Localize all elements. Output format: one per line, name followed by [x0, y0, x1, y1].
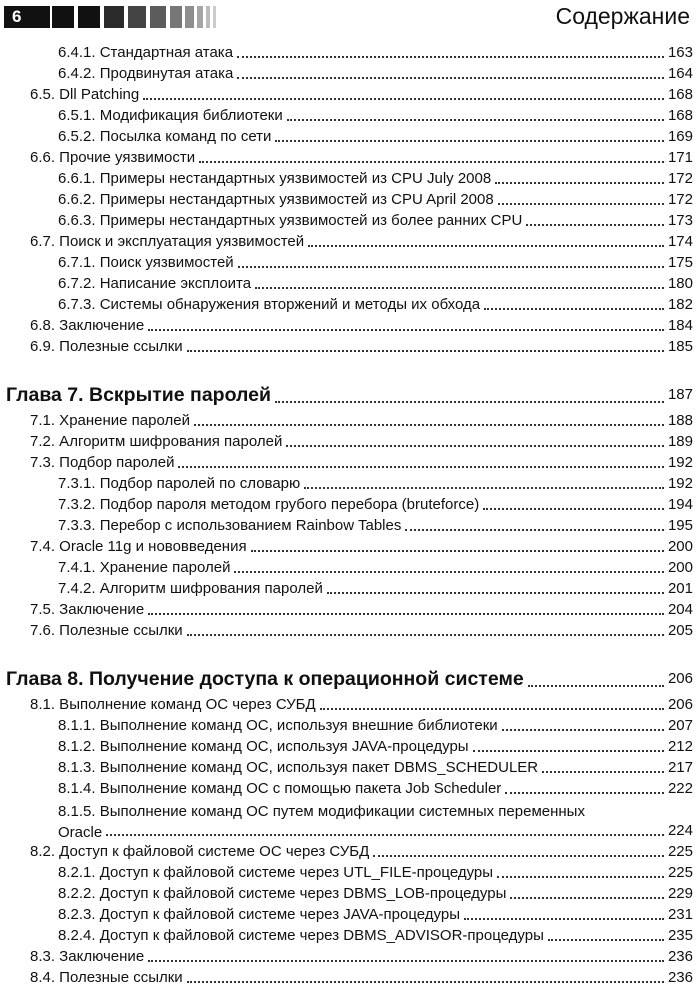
- toc-row[interactable]: [0, 147, 697, 168]
- toc-page-number: 169: [667, 128, 693, 145]
- toc-page-number: 206: [667, 670, 693, 687]
- toc-page-number: 188: [667, 412, 693, 429]
- toc-page-number: 201: [667, 580, 693, 597]
- leader-dots: [148, 329, 664, 331]
- toc-row[interactable]: [0, 431, 697, 452]
- toc-row[interactable]: [0, 578, 697, 599]
- toc-row[interactable]: [0, 883, 697, 904]
- page-header: [0, 0, 697, 38]
- toc-entry-title: 7.4.2. Алгоритм шифрования паролей: [58, 580, 323, 597]
- toc-row[interactable]: [0, 63, 697, 84]
- leader-dots: [178, 466, 663, 468]
- toc-row[interactable]: [0, 799, 697, 841]
- toc-entry-title: 6.6.1. Примеры нестандартных уязвимостей из CPU July 2008: [58, 170, 492, 187]
- leader-dots: [237, 77, 664, 79]
- toc-entry-title: 8.1.2. Выполнение команд ОС, используя JAVA-процедуры: [58, 738, 469, 755]
- section-title: Содержание: [555, 3, 690, 29]
- toc-page-number: 168: [667, 107, 693, 124]
- toc-entry-title: 7.3. Подбор паролей: [30, 454, 175, 471]
- toc-entry-title: 6.7. Поиск и эксплуатация уязвимостей: [30, 233, 305, 250]
- toc-entry-title: 6.7.1. Поиск уязвимостей: [58, 254, 234, 271]
- toc-entry-title: 6.6. Прочие уязвимости: [30, 149, 196, 166]
- leader-dots: [526, 224, 664, 226]
- toc-entry-title: 7.3.1. Подбор паролей по словарю: [58, 475, 301, 492]
- toc-entry-title: 7.4.1. Хранение паролей: [58, 559, 231, 576]
- toc-row[interactable]: [0, 336, 697, 357]
- section-gap: [0, 357, 697, 378]
- toc-entry-title: 6.5.2. Посылка команд по сети: [58, 128, 272, 145]
- toc-page-number: 205: [667, 622, 693, 639]
- toc-page-number: 192: [667, 454, 693, 471]
- toc-entry-title: 6.7.2. Написание эксплоита: [58, 275, 252, 292]
- toc-page-number: 174: [667, 233, 693, 250]
- toc-entry-title: 8.3. Заключение: [30, 948, 145, 965]
- toc-page-number: 187: [667, 386, 693, 403]
- toc-page-number: 168: [667, 86, 693, 103]
- toc-page-number: 182: [667, 296, 693, 313]
- toc-entry-title: 8.1.4. Выполнение команд ОС с помощью пакета Job Scheduler: [58, 780, 502, 797]
- leader-dots: [495, 182, 664, 184]
- toc-page-number: 180: [667, 275, 693, 292]
- toc-page-number: 185: [667, 338, 693, 355]
- toc-row[interactable]: [0, 126, 697, 147]
- leader-dots: [320, 708, 664, 710]
- toc-page-number: 204: [667, 601, 693, 618]
- toc-page-number: 173: [667, 212, 693, 229]
- leader-dots: [234, 571, 663, 573]
- leader-dots: [510, 897, 664, 899]
- leader-dots: [148, 613, 664, 615]
- toc-page-number: 235: [667, 927, 693, 944]
- toc-entry-title: 6.5. Dll Patching: [30, 86, 140, 103]
- toc-entry-title: 6.6.2. Примеры нестандартных уязвимостей из CPU April 2008: [58, 191, 494, 208]
- toc-entry-title: 7.5. Заключение: [30, 601, 145, 618]
- leader-dots: [275, 140, 664, 142]
- toc-row[interactable]: [0, 452, 697, 473]
- leader-dots: [483, 508, 664, 510]
- leader-dots: [187, 350, 664, 352]
- leader-dots: [498, 203, 664, 205]
- leader-dots: [528, 685, 664, 687]
- toc-entry-title: 8.2.2. Доступ к файловой системе через DBMS_LOB-процедуры: [58, 885, 507, 902]
- toc-row[interactable]: [0, 967, 697, 988]
- toc-entry-title: 7.1. Хранение паролей: [30, 412, 190, 429]
- toc-row[interactable]: [0, 946, 697, 967]
- section-gap: [0, 641, 697, 662]
- toc-entry-title: 6.4.2. Продвинутая атака: [58, 65, 234, 82]
- toc-page-number: 172: [667, 191, 693, 208]
- toc-entry-title: 7.3.2. Подбор пароля методом грубого перебора (bruteforce): [58, 496, 480, 513]
- toc-entry-title: 8.1. Выполнение команд ОС через СУБД: [30, 696, 316, 713]
- leader-dots: [473, 750, 664, 752]
- toc-row[interactable]: [0, 925, 697, 946]
- toc-row[interactable]: [0, 210, 697, 231]
- toc-page-number: 224: [667, 822, 693, 839]
- toc-entry-title: 8.1.3. Выполнение команд ОС, используя пакет DBMS_SCHEDULER: [58, 759, 539, 776]
- toc-row[interactable]: [0, 862, 697, 883]
- toc-row[interactable]: [0, 620, 697, 641]
- toc-page-number: 225: [667, 843, 693, 860]
- toc-row[interactable]: [0, 294, 697, 315]
- toc-row[interactable]: [0, 473, 697, 494]
- toc-page-number: 200: [667, 538, 693, 555]
- toc-entry-title: Глава 7. Вскрытие паролей: [6, 384, 271, 406]
- toc-entry-title: 8.2.3. Доступ к файловой системе через JAVA-процедуры: [58, 906, 460, 923]
- toc-page-number: 194: [667, 496, 693, 513]
- leader-dots: [548, 939, 664, 941]
- toc-row[interactable]: [0, 841, 697, 862]
- toc-page-number: 195: [667, 517, 693, 534]
- leader-dots: [308, 245, 664, 247]
- toc-entry-title: 8.2.1. Доступ к файловой системе через UTL_FILE-процедуры: [58, 864, 494, 881]
- toc-page-number: 236: [667, 969, 693, 986]
- toc-row[interactable]: [0, 757, 697, 778]
- leader-dots: [542, 771, 664, 773]
- toc-entry-title: 6.6.3. Примеры нестандартных уязвимостей из более ранних CPU: [58, 212, 523, 229]
- leader-dots: [251, 550, 664, 552]
- leader-dots: [275, 401, 664, 403]
- leader-dots: [194, 424, 664, 426]
- toc-entry-title: 8.4. Полезные ссылки: [30, 969, 183, 986]
- toc-row[interactable]: [0, 736, 697, 757]
- leader-dots: [373, 855, 664, 857]
- toc-row[interactable]: [0, 599, 697, 620]
- toc-row[interactable]: [0, 715, 697, 736]
- toc-entry-title: 7.2. Алгоритм шифрования паролей: [30, 433, 283, 450]
- toc-page-number: 163: [667, 44, 693, 61]
- toc-page-number: 172: [667, 170, 693, 187]
- table-of-contents: [0, 42, 697, 988]
- toc-page-number: 192: [667, 475, 693, 492]
- toc-page-number: 200: [667, 559, 693, 576]
- toc-row[interactable]: [0, 515, 697, 536]
- toc-page-number: 164: [667, 65, 693, 82]
- leader-dots: [327, 592, 664, 594]
- leader-dots: [505, 792, 664, 794]
- toc-page-number: 225: [667, 864, 693, 881]
- leader-dots: [199, 161, 664, 163]
- toc-entry-title: 6.5.1. Модификация библиотеки: [58, 107, 283, 124]
- toc-row[interactable]: [0, 494, 697, 515]
- leader-dots: [304, 487, 664, 489]
- toc-row[interactable]: [0, 231, 697, 252]
- toc-row[interactable]: [0, 904, 697, 925]
- toc-page-number: 217: [667, 759, 693, 776]
- leader-dots: [464, 918, 664, 920]
- toc-entry-title: 6.8. Заключение: [30, 317, 145, 334]
- toc-entry-title: 7.3.3. Перебор с использованием Rainbow Tables: [58, 517, 402, 534]
- toc-row[interactable]: [0, 105, 697, 126]
- leader-dots: [497, 876, 664, 878]
- toc-page-number: 236: [667, 948, 693, 965]
- leader-dots: [484, 308, 664, 310]
- toc-row[interactable]: [0, 315, 697, 336]
- toc-row[interactable]: [0, 536, 697, 557]
- leader-dots: [143, 98, 664, 100]
- leader-dots: [255, 287, 664, 289]
- toc-row[interactable]: [0, 84, 697, 105]
- leader-dots: [187, 634, 664, 636]
- leader-dots: [148, 960, 664, 962]
- toc-page-number: 171: [667, 149, 693, 166]
- toc-entry-title: 8.1.5. Выполнение команд ОС путем модификации системных переменных Oracle: [58, 803, 585, 841]
- toc-entry-title: 8.2.4. Доступ к файловой системе через DBMS_ADVISOR-процедуры: [58, 927, 544, 944]
- toc-page-number: 175: [667, 254, 693, 271]
- toc-entry-title: 8.2. Доступ к файловой системе ОС через СУБД: [30, 843, 370, 860]
- leader-dots: [286, 445, 664, 447]
- leader-dots: [237, 56, 664, 58]
- leader-dots: [502, 729, 664, 731]
- toc-row[interactable]: [0, 168, 697, 189]
- toc-chapter-row[interactable]: [0, 378, 697, 410]
- toc-row[interactable]: [0, 252, 697, 273]
- toc-row[interactable]: [0, 778, 697, 799]
- toc-entry-title: 7.6. Полезные ссылки: [30, 622, 183, 639]
- toc-entry-title: Глава 8. Получение доступа к операционной системе: [6, 668, 524, 690]
- leader-dots: [405, 529, 664, 531]
- toc-page-number: 189: [667, 433, 693, 450]
- toc-row[interactable]: [0, 557, 697, 578]
- toc-entry-title: 6.7.3. Системы обнаружения вторжений и методы их обхода: [58, 296, 481, 313]
- toc-page-number: 231: [667, 906, 693, 923]
- toc-entry-title: 8.1.1. Выполнение команд ОС, используя внешние библиотеки: [58, 717, 498, 734]
- toc-chapter-row[interactable]: [0, 662, 697, 694]
- leader-dots: [106, 834, 664, 836]
- page-number: 6: [4, 6, 50, 28]
- toc-entry-title: 7.4. Oracle 11g и нововведения: [30, 538, 247, 555]
- toc-row[interactable]: [0, 410, 697, 431]
- toc-page-number: 184: [667, 317, 693, 334]
- toc-page-number: 207: [667, 717, 693, 734]
- toc-row[interactable]: [0, 189, 697, 210]
- leader-dots: [287, 119, 664, 121]
- toc-page-number: 212: [667, 738, 693, 755]
- toc-entry-title: 6.9. Полезные ссылки: [30, 338, 183, 355]
- toc-page-number: 206: [667, 696, 693, 713]
- toc-row[interactable]: [0, 694, 697, 715]
- toc-entry-title: 6.4.1. Стандартная атака: [58, 44, 234, 61]
- leader-dots: [238, 266, 664, 268]
- toc-row[interactable]: [0, 273, 697, 294]
- toc-page-number: 229: [667, 885, 693, 902]
- toc-row[interactable]: [0, 42, 697, 63]
- leader-dots: [187, 981, 664, 983]
- toc-page-number: 222: [667, 780, 693, 797]
